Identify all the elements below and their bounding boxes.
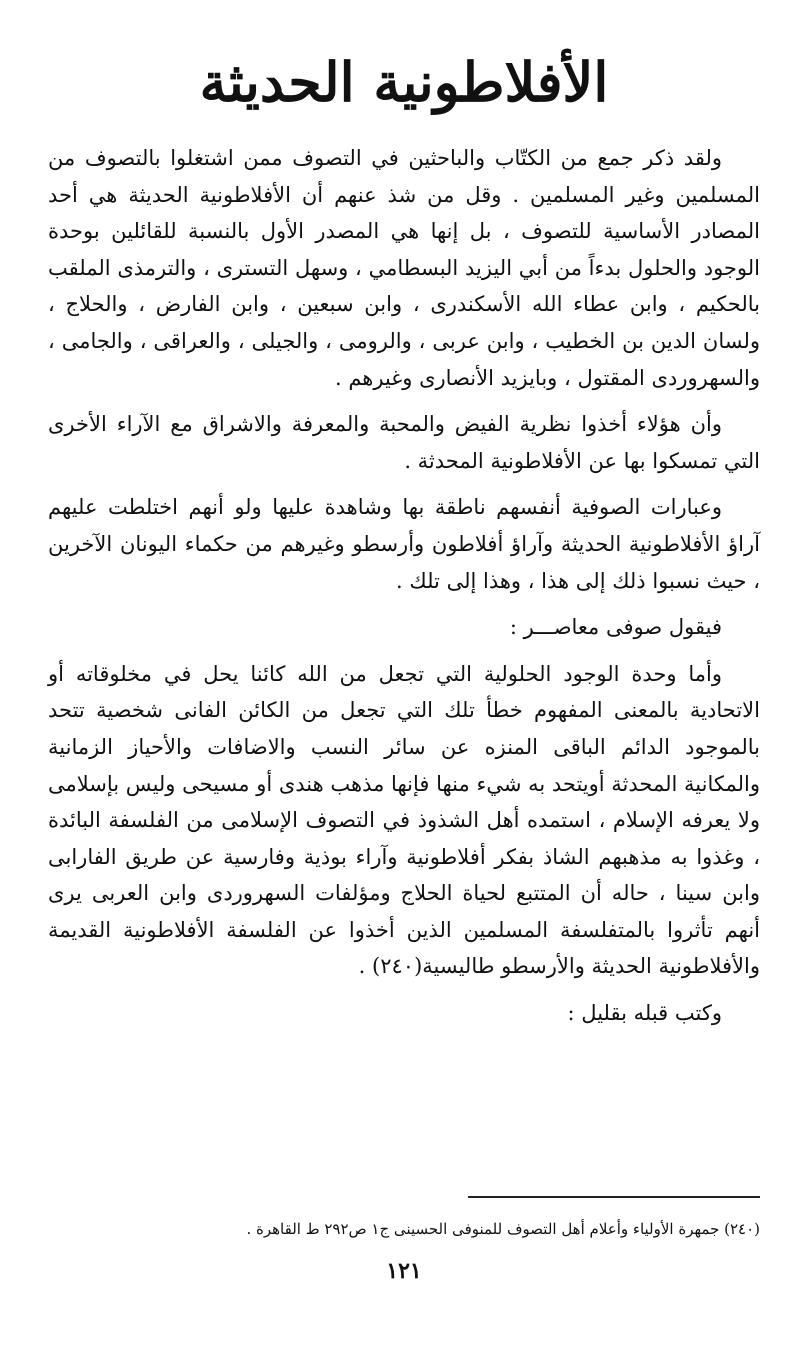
paragraph: وعبارات الصوفية أنفسهم ناطقة بها وشاهدة عليها ولو أنهم اختلطت عليهم آراؤ الأفلاطونية الحديثة وآراؤ أفلاطون وأرسطو وغيرهم من حكماء اليونان الآخرين ، حيث نسبوا ذلك إلى هذا ، وهذا إلى تلك . (48, 495, 760, 593)
footnote: (٢٤٠) جمهرة الأولياء وأعلام أهل التصوف للمنوفى الحسينى ج١ ص٢٩٢ ط القاهرة . (246, 1220, 760, 1238)
paragraph: وأن هؤلاء أخذوا نظرية الفيض والمحبة والمعرفة والاشراق مع الآراء الأخرى التي تمسكوا بها عن الأفلاطونية المحدثة . (48, 412, 760, 473)
quotation-paragraph: وأما وحدة الوجود الحلولية التي تجعل من الله كائنا يحل في مخلوقاته أو الاتحادية بالمعنى المفهوم خطأ تلك التي تجعل من الكائن الفانى شخصية تتحد بالموجود الدائم الباقى المنزه عن سائر النسب والاضافات والأحياز الزمانية والمكانية المحدثة أويتحد به شيء منها فإنها مذهب هندى أو مسيحى وليس بإسلامى ولا يعرفه الإسلام ، استمده أهل الشذوذ في التصوف الإسلامى من الفلسفة البائدة ، وغذوا به مذهبهم الشاذ بفكر أفلاطونية وآراء بوذية وفارسية عن طريق الفارابى وابن سينا ، حاله أن المتتبع لحياة الحلاج ومؤلفات السهروردى وابن العربى يرى أنهم تأثروا بالمتفلسفة المسلمين الذين أخذوا عن الفلسفة الأفلاطونية القديمة والأفلاطونية الحديثة والأرسطو طاليسية(٢٤٠) . (48, 661, 760, 979)
paragraph: ولقد ذكر جمع من الكتّاب والباحثين في التصوف ممن اشتغلوا بالتصوف من المسلمين وغير المسلمين . وقل من شذ عنهم أن الأفلاطونية الحديثة هي أحد المصادر الأساسية للتصوف ، بل إنها هي المصدر الأول بالنسبة للقائلين بوحدة الوجود والحلول بدءاً من أبي اليزيد البسطامي ، وسهل التسترى ، والترمذى الملقب بالحكيم ، وابن عطاء الله الأسكندرى ، وابن سبعين ، وابن الفارض ، والحلاج ، ولسان الدين بن الخطيب ، وابن عربى ، والرومى ، والجيلى ، والعراقى ، والجامى ، والسهروردى المقتول ، وبايزيد الأنصارى وغيرهم . (48, 146, 760, 390)
footnote-separator (468, 1196, 760, 1198)
chapter-title: الأفلاطونية الحديثة (199, 50, 609, 114)
body-text (48, 140, 760, 1042)
paragraph: وكتب قبله بقليل : (567, 1001, 722, 1026)
page-number: ١٢١ (386, 1258, 422, 1284)
paragraph: فيقول صوفى معاصـــر : (509, 615, 722, 640)
